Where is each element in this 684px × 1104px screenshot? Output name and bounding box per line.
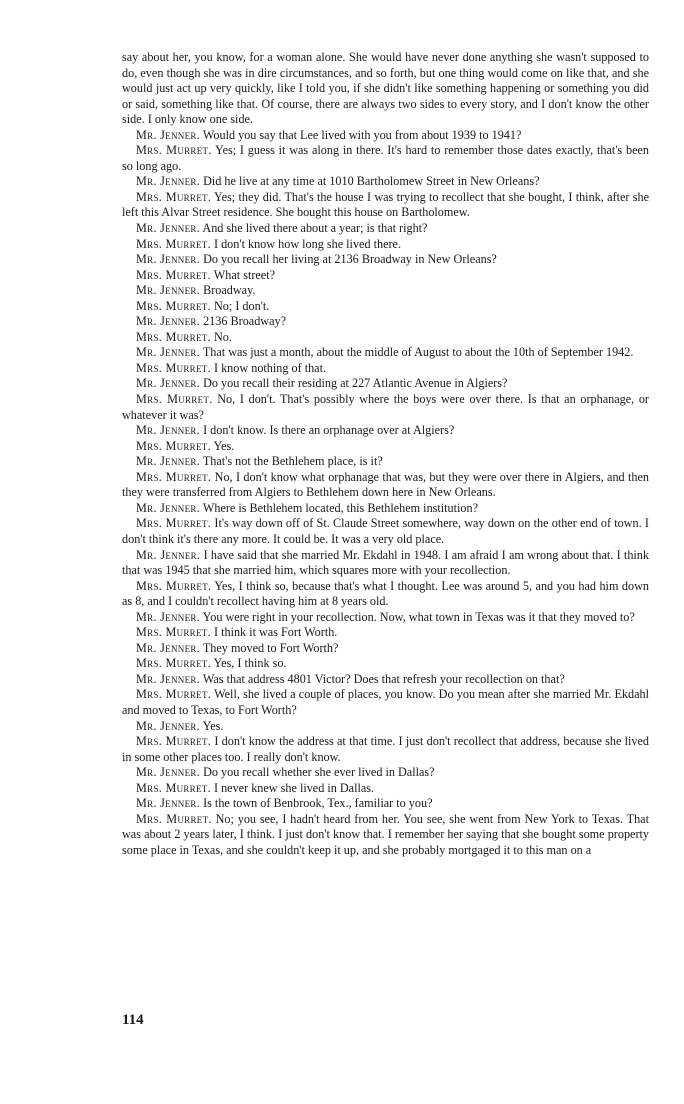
speech-text: Yes; they did. That's the house I was trying to recollect that she bought, I think, after she left this Alvar Street residence. She bought this house on Bartholomew. [122, 189, 649, 220]
speaker-name: Mrs. Murret. [136, 578, 212, 593]
testimony-paragraph [122, 423, 649, 439]
speaker-name: Mrs. Murret. [136, 811, 212, 826]
speech-text: Broadway. [203, 283, 256, 298]
speaker-name: Mrs. Murret. [136, 267, 211, 282]
speaker-name: Mr. Jenner. [136, 221, 201, 236]
speech-text: Do you recall whether she ever lived in Dallas? [203, 765, 435, 780]
speech-text: Do you recall their residing at 227 Atlantic Avenue in Algiers? [203, 376, 508, 391]
testimony-paragraph [122, 174, 649, 190]
testimony-paragraph [122, 330, 649, 346]
testimony-paragraph [122, 299, 649, 315]
testimony-paragraph [122, 579, 649, 610]
speaker-name: Mrs. Murret. [136, 687, 212, 702]
testimony-paragraph [122, 610, 649, 626]
speaker-name: Mr. Jenner. [136, 345, 201, 360]
speaker-name: Mrs. Murret. [136, 469, 212, 484]
speaker-name: Mrs. Murret. [136, 236, 211, 251]
testimony-paragraph [122, 50, 649, 128]
testimony-paragraph [122, 221, 649, 237]
testimony-paragraph [122, 687, 649, 718]
speaker-name: Mr. Jenner. [136, 500, 201, 515]
speech-text: Did he live at any time at 1010 Bartholomew Street in New Orleans? [203, 174, 540, 189]
speech-text: I don't know. Is there an orphanage over at Algiers? [203, 423, 455, 438]
speech-text: That's not the Bethlehem place, is it? [202, 454, 383, 469]
speaker-name: Mr. Jenner. [136, 423, 201, 438]
testimony-paragraph [122, 781, 649, 797]
speech-text: Was that address 4801 Victor? Does that refresh your recollection on that? [202, 671, 565, 686]
speech-text: Yes. [213, 438, 235, 453]
testimony-paragraph [122, 796, 649, 812]
testimony-paragraph [122, 439, 649, 455]
testimony-paragraph [122, 361, 649, 377]
testimony-paragraph [122, 548, 649, 579]
testimony-paragraph [122, 641, 649, 657]
speaker-name: Mrs. Murret. [136, 329, 211, 344]
speech-text: You were right in your recollection. Now, what town in Texas was it that they moved to? [202, 609, 635, 624]
testimony-paragraph [122, 734, 649, 765]
testimony-paragraph [122, 376, 649, 392]
speech-text: I don't know the address at that time. I just don't recollect that address, because she lived in some other places too. I really don't know. [122, 734, 649, 764]
speech-text: No; I don't. [213, 298, 270, 313]
speaker-name: Mrs. Murret. [136, 734, 212, 749]
testimony-paragraph [122, 345, 649, 361]
speaker-name: Mr. Jenner. [136, 454, 201, 469]
testimony-paragraph [122, 454, 649, 470]
speech-text: Yes, I think so. [213, 656, 287, 671]
speech-text: 2136 Broadway? [203, 314, 286, 329]
testimony-paragraph [122, 765, 649, 781]
speaker-name: Mrs. Murret. [136, 438, 211, 453]
testimony-paragraph [122, 516, 649, 547]
speech-text: What street? [213, 267, 276, 282]
testimony-paragraph [122, 719, 649, 735]
testimony-paragraph [122, 190, 649, 221]
testimony-paragraph [122, 656, 649, 672]
speaker-name: Mr. Jenner. [136, 127, 201, 142]
speech-text: Where is Bethlehem located, this Bethlehem institution? [202, 500, 479, 515]
transcript-page [122, 50, 649, 858]
speaker-name: Mr. Jenner. [136, 640, 201, 655]
speaker-name: Mr. Jenner. [136, 376, 201, 391]
speech-text: Yes; I guess it was along in there. It's hard to remember those dates exactly, that's been so long ago. [122, 143, 649, 173]
testimony-paragraph [122, 268, 649, 284]
speech-text: They moved to Fort Worth? [202, 640, 339, 655]
testimony-text [122, 50, 649, 858]
speaker-name: Mr. Jenner. [136, 718, 201, 733]
testimony-paragraph [122, 470, 649, 501]
speech-text: Would you say that Lee lived with you from about 1939 to 1941? [202, 127, 522, 142]
testimony-paragraph [122, 237, 649, 253]
speaker-name: Mr. Jenner. [136, 283, 201, 298]
testimony-paragraph [122, 392, 649, 423]
speech-text: That was just a month, about the middle of August to about the 10th of September 1942. [202, 345, 634, 360]
testimony-paragraph [122, 128, 649, 144]
testimony-paragraph [122, 252, 649, 268]
speaker-name: Mr. Jenner. [136, 609, 201, 624]
speaker-name: Mrs. Murret. [136, 516, 212, 531]
speaker-name: Mr. Jenner. [136, 796, 201, 811]
speech-text: Well, she lived a couple of places, you know. Do you mean after she married Mr. Ekdahl and moved to Texas, to Fort Worth? [122, 687, 650, 717]
speaker-name: Mrs. Murret. [136, 625, 211, 640]
speech-text: I have said that she married Mr. Ekdahl in 1948. I am afraid I am wrong about that. I think that was 1945 that she married him, which squares more with your recollection. [122, 547, 649, 578]
speaker-name: Mrs. Murret. [136, 780, 211, 795]
testimony-paragraph [122, 501, 649, 517]
speaker-name: Mrs. Murret. [136, 298, 211, 313]
testimony-paragraph [122, 314, 649, 330]
speech-text: And she lived there about a year; is that right? [202, 221, 428, 236]
speech-text: No. [213, 329, 232, 344]
speaker-name: Mr. Jenner. [136, 765, 201, 780]
speech-text: Yes, I think so, because that's what I thought. Lee was around 5, and you had him down as 8, and I couldn't recollect having him at 8 years old. [122, 578, 649, 609]
testimony-paragraph [122, 143, 649, 174]
speaker-name: Mrs. Murret. [136, 656, 211, 671]
testimony-paragraph [122, 672, 649, 688]
speaker-name: Mr. Jenner. [136, 547, 201, 562]
speaker-name: Mr. Jenner. [136, 174, 201, 189]
speech-text: It's way down off of St. Claude Street somewhere, way down on the other end of town. I don't think it's there any more. It could be. It was a very old place. [122, 516, 649, 546]
testimony-paragraph [122, 812, 649, 859]
speaker-name: Mrs. Murret. [136, 143, 212, 158]
speech-text: I know nothing of that. [213, 360, 327, 375]
speech-text: No, I don't. That's possibly where the boys were over there. Is that an orphanage, or whatever it was? [122, 392, 649, 422]
speech-text: No; you see, I hadn't heard from her. You see, she went from New York to Texas. That was about 2 years later, I think. I just don't know that. I remember her saying that she bought some property some place in Texas, and she couldn't keep it up, and she probably mortgaged it to this man on a [122, 811, 649, 857]
speech-text: say about her, you know, for a woman alone. She would have never done anything she wasn't supposed to do, even though she was in dire circumstances, and so forth, but one thing would come on like that, and she would just act up very quickly, like I told you, if she didn't like something happening or something you did or said, something like that. Of course, there are always two sides to every story, and I don't know the other side. I only know one side. [122, 50, 649, 127]
speaker-name: Mr. Jenner. [136, 314, 201, 329]
speaker-name: Mr. Jenner. [136, 252, 201, 267]
speaker-name: Mrs. Murret. [136, 189, 212, 204]
speech-text: Is the town of Benbrook, Tex., familiar to you? [203, 796, 433, 811]
testimony-paragraph [122, 625, 649, 641]
testimony-paragraph [122, 283, 649, 299]
speech-text: Do you recall her living at 2136 Broadway in New Orleans? [203, 252, 497, 267]
speech-text: I don't know how long she lived there. [213, 236, 401, 251]
speaker-name: Mrs. Murret. [136, 392, 213, 407]
speaker-name: Mr. Jenner. [136, 671, 201, 686]
speaker-name: Mrs. Murret. [136, 360, 211, 375]
speech-text: I think it was Fort Worth. [213, 625, 338, 640]
speech-text: No, I don't know what orphanage that was, but they were over there in Algiers, and then they were transferred from Algiers to Bethlehem down here in New Orleans. [122, 469, 649, 500]
page-number: 114 [122, 1012, 144, 1028]
speech-text: Yes. [202, 718, 224, 733]
speech-text: I never knew she lived in Dallas. [213, 780, 375, 795]
